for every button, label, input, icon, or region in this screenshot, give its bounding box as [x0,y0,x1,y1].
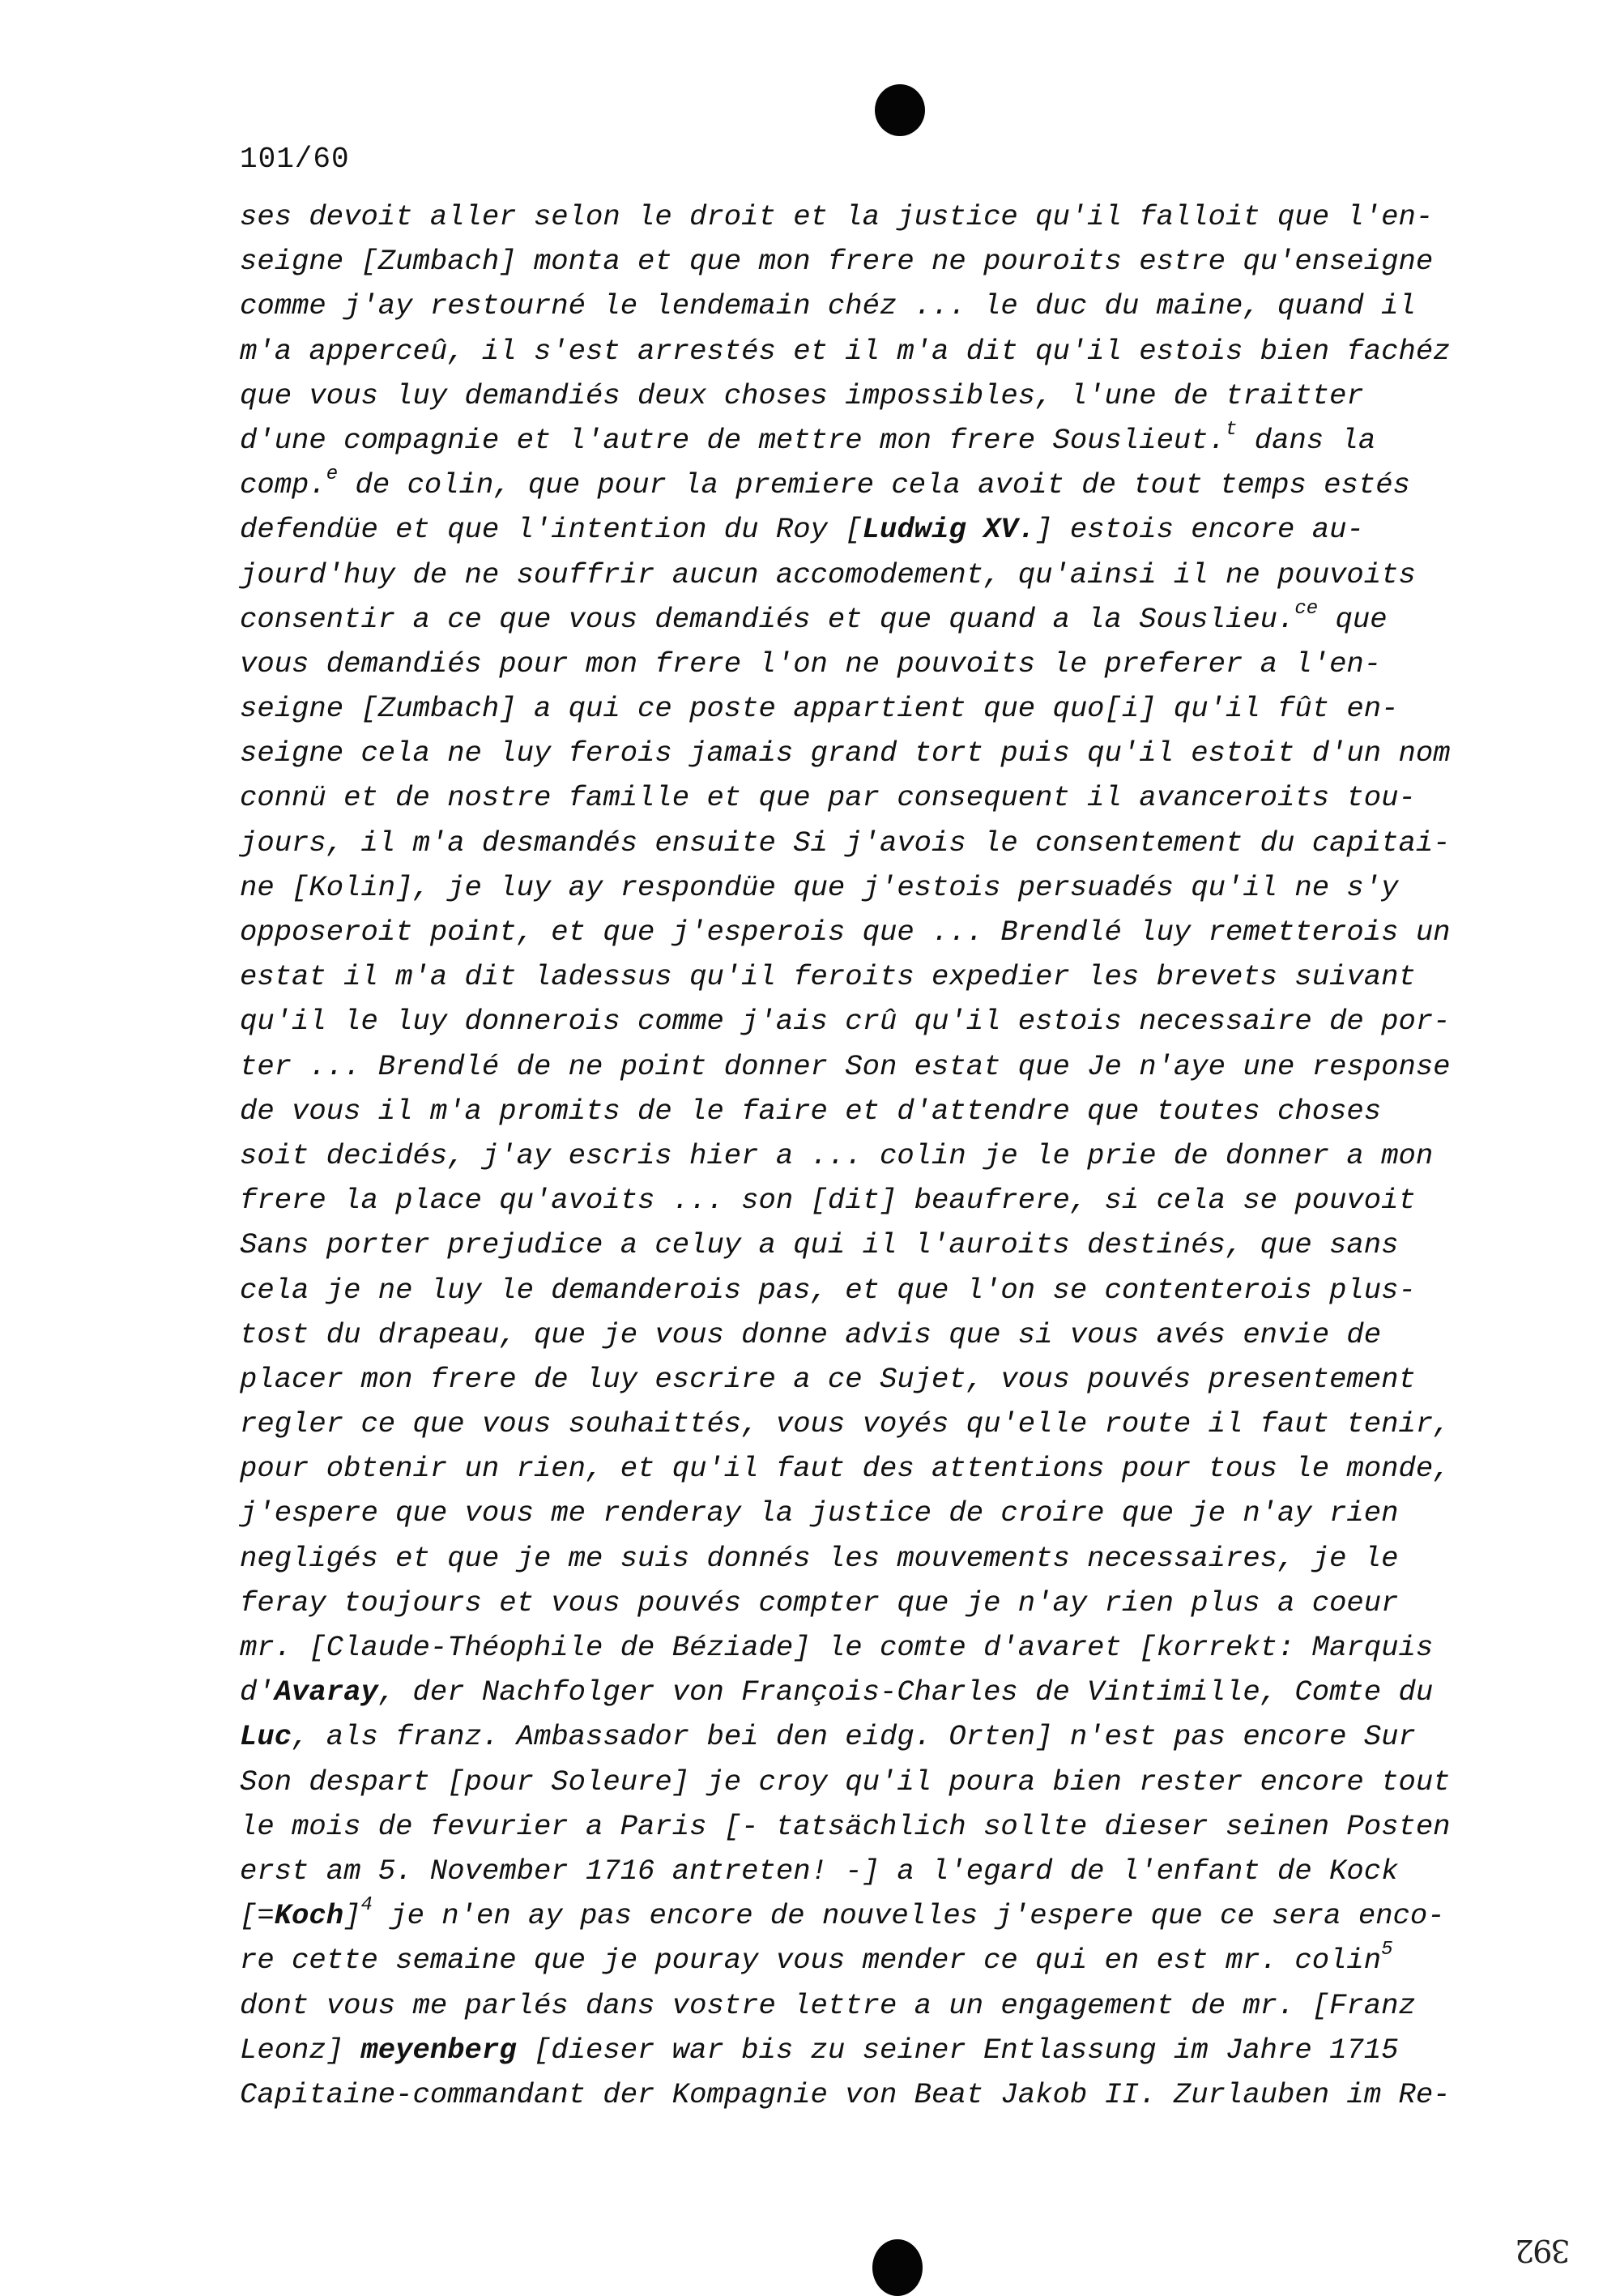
text-segment: seigne [Zumbach] monta et que mon frere ne pouroits estre qu'enseigne [240,245,1434,279]
text-line [240,1760,1487,1804]
text-line [240,553,1487,597]
text-line [240,1402,1487,1446]
page-number: 101/60 [240,143,350,176]
text-line [240,821,1487,865]
superscript: e [326,463,339,486]
text-segment: le mois de fevurier a Paris [- tatsächlich sollte dieser seinen Posten [240,1809,1451,1843]
text-segment: placer mon frere de luy escrire a ce Sujet, vous pouvés presentement [240,1362,1416,1396]
text-segment: de colin, que pour la premiere cela avoit de tout temps estés [338,468,1410,502]
bold-name: Ludwig XV. [862,513,1036,547]
text-line [240,463,1487,507]
text-line [240,1536,1487,1581]
text-segment: je n'en ay pas encore de nouvelles j'espere que ce sera enco- [372,1899,1445,1933]
bold-name: Koch [274,1899,344,1933]
text-segment: m'a apperceû, il s'est arrestés et il m'a dit qu'il estois bien fachéz [240,334,1451,368]
text-segment: tost du drapeau, que je vous donne advis que si vous avés envie de [240,1317,1382,1351]
text-segment: ses devoit aller selon le droit et la justice qu'il falloit que l'en- [240,200,1434,233]
text-segment: re cette semaine que je pouray vous mender ce qui en est mr. colin [240,1944,1382,1978]
text-line [240,910,1487,954]
text-segment: qu'il le luy donnerois comme j'ais crû qu'il estois necessaire de por- [240,1005,1451,1039]
bold-name: meyenberg [360,2033,517,2067]
text-segment: jourd'huy de ne souffrir aucun accomodement, qu'ainsi il ne pouvoits [240,557,1416,591]
punch-hole-top [875,84,925,136]
text-line [240,194,1487,239]
text-line [240,1581,1487,1625]
text-segment: Sans porter prejudice a celuy a qui il l'auroits destinés, que sans [240,1228,1399,1262]
text-line [240,999,1487,1043]
text-segment: seigne [Zumbach] a qui ce poste appartient que quo[i] qu'il fût en- [240,692,1399,726]
text-segment: de vous il m'a promits de le faire et d'attendre que toutes choses [240,1094,1382,1128]
text-segment: , der Nachfolger von François-Charles de Vintimille, Comte du [377,1675,1434,1709]
text-segment: negligés et que je me suis donnés les mouvements necessaires, je le [240,1541,1399,1575]
archive-page-mark: 392 [1516,2233,1571,2268]
text-line [240,284,1487,328]
text-segment: estat il m'a dit ladessus qu'il feroits expedier les brevets suivant [240,960,1416,994]
text-segment: regler ce que vous souhaittés, vous voyés qu'elle route il faut tenir, [240,1407,1451,1441]
text-segment: soit decidés, j'ay escris hier a ... colin je le prie de donner a mon [240,1138,1434,1172]
text-line [240,2072,1487,2117]
text-line [240,1804,1487,1849]
text-line [240,1983,1487,2028]
text-segment: Capitaine-commandant der Kompagnie von Beat Jakob II. Zurlauben im Re- [240,2077,1451,2111]
text-line [240,1089,1487,1133]
text-line [240,597,1487,642]
text-line [240,1044,1487,1089]
text-segment: ] [343,1899,361,1933]
bold-name: Luc [240,1720,292,1754]
text-line [240,1357,1487,1402]
text-segment: [= [240,1899,275,1933]
letter-transcription-body [240,194,1487,2117]
text-segment: ter ... Brendlé de ne point donner Son estat que Je n'aye une response [240,1049,1451,1083]
text-segment: dont vous me parlés dans vostre lettre a un engagement de mr. [Franz [240,1988,1416,2022]
text-line [240,1133,1487,1178]
text-segment: d'une compagnie et l'autre de mettre mon frere Souslieut. [240,423,1226,457]
text-line [240,1178,1487,1223]
text-line [240,1491,1487,1535]
punch-hole-bottom [872,2239,923,2296]
text-segment: Leonz] [240,2033,361,2067]
text-line [240,1268,1487,1312]
text-segment: ne [Kolin], je luy ay respondüe que j'estois persuadés qu'il ne s'y [240,870,1399,904]
text-line [240,1938,1487,1982]
text-segment: erst am 5. November 1716 antreten! -] a l'egard de l'enfant de Kock [240,1854,1399,1888]
text-line [240,2028,1487,2072]
text-segment: Son despart [pour Soleure] je croy qu'il poura bien rester encore tout [240,1765,1451,1799]
text-line [240,865,1487,910]
text-segment: , als franz. Ambassador bei den eidg. Orten] n'est pas encore Sur [292,1720,1416,1754]
text-line [240,954,1487,999]
superscript: 4 [360,1894,373,1917]
text-line [240,1714,1487,1759]
text-segment: j'espere que vous me renderay la justice de croire que je n'ay rien [240,1496,1399,1530]
text-line [240,507,1487,552]
text-segment: frere la place qu'avoits ... son [dit] beaufrere, si cela se pouvoit [240,1184,1416,1218]
text-line [240,1849,1487,1893]
text-line [240,1223,1487,1267]
text-line [240,1625,1487,1670]
text-segment: ] estois encore au- [1035,513,1364,547]
text-segment: opposeroit point, et que j'esperois que ... Brendlé luy remetterois un [240,915,1451,949]
text-line [240,1312,1487,1357]
text-segment: consentir a ce que vous demandiés et que quand a la Souslieu. [240,602,1295,636]
text-line [240,1893,1487,1938]
text-line [240,239,1487,284]
text-segment: pour obtenir un rien, et qu'il faut des attentions pour tous le monde, [240,1452,1451,1486]
text-segment: vous demandiés pour mon frere l'on ne pouvoits le preferer a l'en- [240,647,1382,681]
text-segment: defendüe et que l'intention du Roy [ [240,513,863,547]
text-segment: seigne cela ne luy ferois jamais grand tort puis qu'il estoit d'un nom [240,736,1451,770]
superscript: t [1225,419,1238,442]
text-segment: comp. [240,468,326,502]
text-segment: feray toujours et vous pouvés compter que je n'ay rien plus a coeur [240,1585,1399,1620]
text-line [240,775,1487,820]
text-line [240,329,1487,373]
text-segment: [dieser war bis zu seiner Entlassung im Jahre 1715 [516,2033,1399,2067]
text-segment: jours, il m'a desmandés ensuite Si j'avois le consentement du capitai- [240,826,1451,860]
text-segment: que [1318,602,1388,636]
text-line [240,642,1487,686]
text-segment: que vous luy demandiés deux choses impossibles, l'une de traitter [240,378,1364,412]
text-line [240,1446,1487,1491]
superscript: 5 [1381,1939,1393,1961]
text-segment: d' [240,1675,275,1709]
text-line [240,731,1487,775]
text-segment: dans la [1237,423,1376,457]
superscript: ce [1294,597,1319,620]
text-segment: comme j'ay restourné le lendemain chéz ... le duc du maine, quand il [240,289,1416,323]
text-line [240,418,1487,463]
text-segment: connü et de nostre famille et que par consequent il avanceroits tou- [240,781,1416,815]
text-line [240,686,1487,731]
text-segment: cela je ne luy le demanderois pas, et que l'on se contenterois plus- [240,1273,1416,1307]
text-segment: mr. [Claude-Théophile de Béziade] le comte d'avaret [korrekt: Marquis [240,1631,1434,1664]
text-line [240,373,1487,418]
bold-name: Avaray [274,1675,378,1709]
text-line [240,1670,1487,1714]
